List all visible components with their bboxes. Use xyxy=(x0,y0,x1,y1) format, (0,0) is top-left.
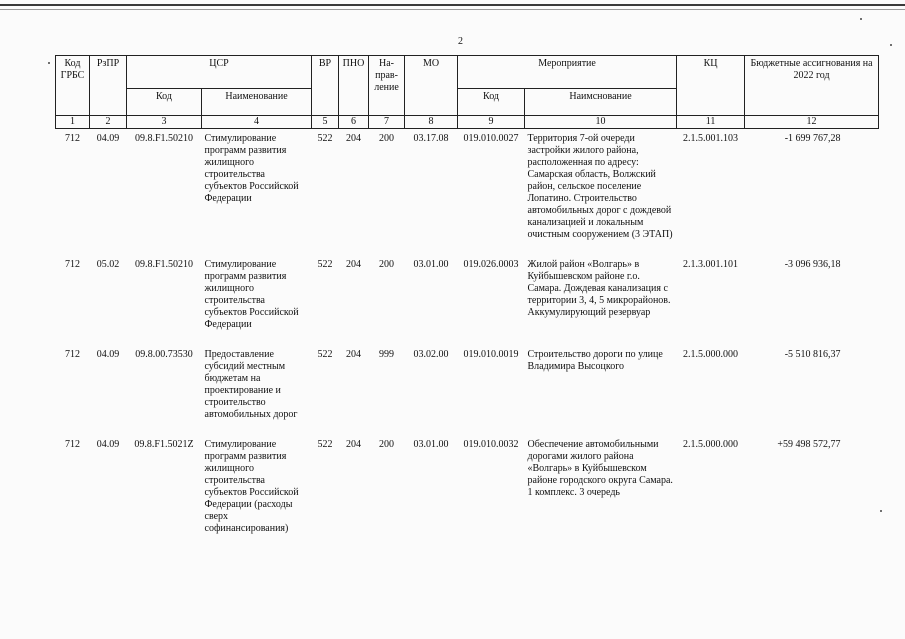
cell-mo: 03.01.00 xyxy=(413,439,449,450)
header-budget: Бюджетные ассигнования на 2022 год xyxy=(745,56,879,116)
scan-speck xyxy=(48,62,50,64)
cell-amount: -1 699 767,28 xyxy=(784,133,841,144)
column-number: 4 xyxy=(202,116,312,129)
column-number: 6 xyxy=(339,116,369,129)
cell-event-name: Жилой район «Волгарь» в Куйбышевском районе г.о. Самара. Дождевая канализация с территории 3, 4, 5 микрорайонов. Аккумулирующий резервуар xyxy=(527,259,671,318)
header-mer-name: Наимснование xyxy=(525,89,677,116)
table-row xyxy=(56,255,879,345)
cell-csr-name: Стимулирование программ развития жилищного строительства субъектов Российской Федерации xyxy=(204,133,299,204)
header-rzpr: РзПР xyxy=(90,56,127,116)
table-row xyxy=(56,345,879,435)
cell-kc: 2.1.5.000.000 xyxy=(683,349,739,360)
header-csr-kod: Код xyxy=(127,89,202,116)
column-number: 9 xyxy=(458,116,525,129)
header-vr: ВР xyxy=(312,56,339,116)
scan-speck xyxy=(890,44,892,46)
cell-grbs: 712 xyxy=(65,349,80,360)
cell-rzpr: 04.09 xyxy=(96,439,120,450)
cell-event-code: 019.010.0032 xyxy=(463,439,519,450)
cell-csr-code: 09.8.00.73530 xyxy=(135,349,193,360)
cell-pno: 204 xyxy=(346,439,362,450)
column-number: 5 xyxy=(312,116,339,129)
cell-vr: 522 xyxy=(317,259,333,270)
cell-rzpr: 04.09 xyxy=(96,349,120,360)
column-number: 10 xyxy=(525,116,677,129)
cell-vr: 522 xyxy=(317,349,333,360)
column-number-row xyxy=(56,116,879,129)
page-number: 2 xyxy=(458,36,463,47)
header-kod-grbs: Код ГРБС xyxy=(56,56,90,116)
column-number: 7 xyxy=(369,116,405,129)
cell-kc: 2.1.5.000.000 xyxy=(683,439,739,450)
header-csr: ЦСР xyxy=(127,56,312,89)
column-number: 1 xyxy=(56,116,90,129)
cell-direction: 200 xyxy=(379,439,395,450)
cell-grbs: 712 xyxy=(65,259,80,270)
cell-csr-name: Стимулирование программ развития жилищного строительства субъектов Российской Федерации xyxy=(204,259,299,330)
cell-event-name: Территория 7-ой очереди застройки жилого района, расположенная по адресу: Самарская область, Волжский район, сельское поселение Лопатино. Строительство автомобильных дорог с дождевой канализацией и локальным очистным сооружением (3 ЭТАП) xyxy=(527,133,673,240)
top-border-line-thin xyxy=(0,9,905,10)
cell-csr-code: 09.8.F1.50210 xyxy=(134,133,194,144)
cell-grbs: 712 xyxy=(65,439,80,450)
cell-event-name: Строительство дороги по улице Владимира Высоцкого xyxy=(527,349,663,372)
cell-csr-code: 09.8.F1.50210 xyxy=(134,259,194,270)
cell-pno: 204 xyxy=(346,133,362,144)
budget-table xyxy=(55,55,879,549)
cell-pno: 204 xyxy=(346,349,362,360)
cell-vr: 522 xyxy=(317,439,333,450)
cell-event-code: 019.026.0003 xyxy=(463,259,519,270)
column-number: 3 xyxy=(127,116,202,129)
cell-vr: 522 xyxy=(317,133,333,144)
column-number: 11 xyxy=(677,116,745,129)
cell-rzpr: 04.09 xyxy=(96,133,120,144)
cell-amount: +59 498 572,77 xyxy=(777,439,841,450)
cell-csr-name: Стимулирование программ развития жилищного строительства субъектов Российской Федерации (расходы сверх софинансирования) xyxy=(204,439,299,534)
header-napravlenie: На- прав- ление xyxy=(369,56,405,116)
cell-direction: 200 xyxy=(379,133,395,144)
header-kc: КЦ xyxy=(677,56,745,116)
column-number: 2 xyxy=(90,116,127,129)
cell-direction: 200 xyxy=(379,259,395,270)
cell-event-name: Обеспечение автомобильными дорогами жилого района «Волгарь» в Куйбышевском районе городского округа Самара. 1 комплекс. 3 очередь xyxy=(527,439,673,498)
cell-direction: 999 xyxy=(379,349,395,360)
header-pno: ПНО xyxy=(339,56,369,116)
cell-amount: -5 510 816,37 xyxy=(784,349,841,360)
cell-kc: 2.1.5.001.103 xyxy=(683,133,739,144)
scan-speck xyxy=(880,510,882,512)
cell-mo: 03.02.00 xyxy=(413,349,449,360)
header-meropriyatie: Мероприятие xyxy=(458,56,677,89)
cell-amount: -3 096 936,18 xyxy=(784,259,841,270)
table-row xyxy=(56,435,879,549)
cell-mo: 03.17.08 xyxy=(413,133,449,144)
cell-grbs: 712 xyxy=(65,133,80,144)
header-csr-name: Наименование xyxy=(202,89,312,116)
cell-csr-name: Предоставление субсидий местным бюджетам на проектирование и строительство автомобильных дорог xyxy=(204,349,298,420)
cell-rzpr: 05.02 xyxy=(96,259,120,270)
cell-kc: 2.1.3.001.101 xyxy=(683,259,739,270)
scan-speck xyxy=(860,18,862,20)
table-row xyxy=(56,129,879,256)
cell-mo: 03.01.00 xyxy=(413,259,449,270)
header-mo: МО xyxy=(405,56,458,116)
cell-csr-code: 09.8.F1.5021Z xyxy=(134,439,194,450)
header-mer-kod: Код xyxy=(458,89,525,116)
cell-event-code: 019.010.0019 xyxy=(463,349,519,360)
cell-pno: 204 xyxy=(346,259,362,270)
column-number: 12 xyxy=(745,116,879,129)
cell-event-code: 019.010.0027 xyxy=(463,133,519,144)
top-border-line xyxy=(0,4,905,6)
column-number: 8 xyxy=(405,116,458,129)
